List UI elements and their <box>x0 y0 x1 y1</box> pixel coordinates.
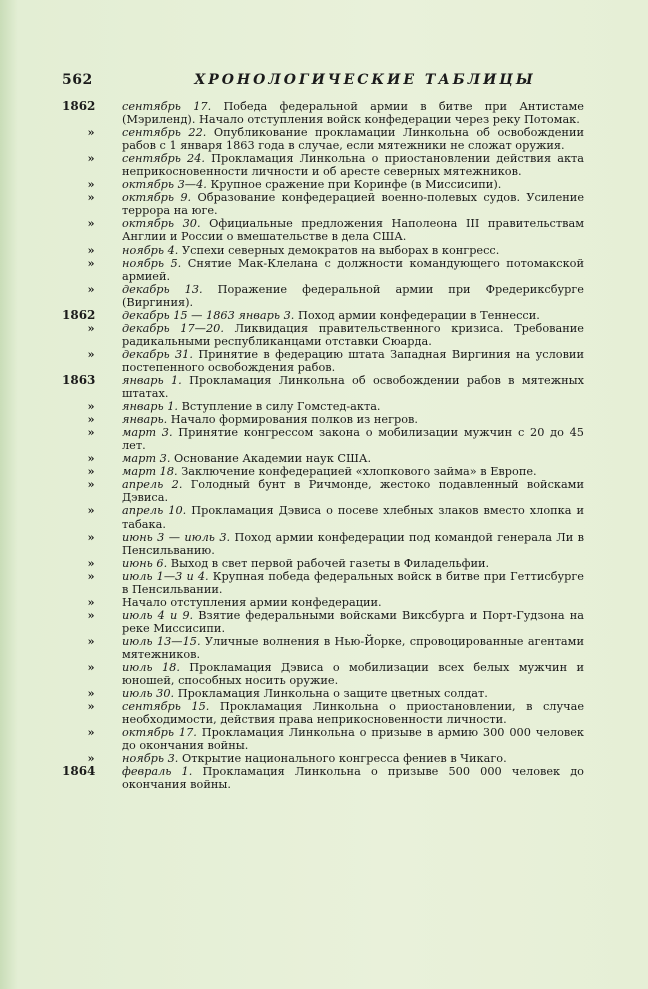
entry-date: март 18. <box>122 465 178 479</box>
entry-ditto-mark: » <box>87 477 95 492</box>
chronology-entry <box>62 596 584 609</box>
entry-date: сентябрь 22. <box>122 126 207 140</box>
chronology-entry <box>62 726 584 752</box>
entry-ditto-mark: » <box>87 177 95 192</box>
chronology-entry <box>62 244 584 257</box>
entry-date: июль 1—3 и 4. <box>122 569 209 583</box>
entry-ditto-mark: » <box>87 346 95 361</box>
entry-ditto-mark: » <box>87 125 95 140</box>
entry-ditto-mark: » <box>87 660 95 675</box>
entry-text: Крупное сражение при Коринфе (в Миссисипи). <box>206 178 502 192</box>
entry-date: апрель 10. <box>122 504 187 518</box>
entry-date: февраль 1. <box>122 765 193 779</box>
chronology-entry <box>62 609 584 635</box>
chronology-entry <box>62 178 584 191</box>
chronology-entry <box>62 661 584 687</box>
chronology-entry <box>62 687 584 700</box>
entry-date: июнь 3 — июль 3. <box>122 530 231 544</box>
entry-text: Снятие Мак-Клелана с должности командующего потомакской армией. <box>122 256 584 283</box>
entry-text: Поход армии конфедерации в Теннесси. <box>294 308 540 322</box>
entry-text: Поход армии конфедерации под командой генерала Ли в Пенсильванию. <box>122 530 584 557</box>
entry-date: июль 18. <box>122 661 180 675</box>
entry-text: Прокламация Линкольна о призыве в армию 300 000 человек до окончания войны. <box>122 726 584 753</box>
chronology-entry <box>62 531 584 557</box>
entry-date: октябрь 30. <box>122 217 201 231</box>
entry-text: Начало отступления армии конфедерации. <box>122 595 382 609</box>
entry-date: октябрь 3—4. <box>122 178 207 192</box>
chronology-entry <box>62 191 584 217</box>
entry-date: ноябрь 5. <box>122 256 182 270</box>
chronology-entry <box>62 217 584 243</box>
entry-ditto-mark: » <box>87 607 95 622</box>
entry-ditto-mark: » <box>87 699 95 714</box>
entry-text: Прокламация Линкольна об освобождении рабов в мятежных штатах. <box>122 373 584 401</box>
entry-ditto-mark: » <box>87 425 95 440</box>
running-head: ХРОНОЛОГИЧЕСКИЕ ТАБЛИЦЫ <box>194 72 536 88</box>
entry-date: июнь 6. <box>122 556 168 570</box>
entry-date: сентябрь 15. <box>122 700 210 714</box>
entry-text: Выход в свет первой рабочей газеты в Филадельфии. <box>167 556 490 570</box>
entry-date: октябрь 17. <box>122 726 197 740</box>
entry-ditto-mark: » <box>87 529 95 544</box>
entry-text: Начало формирования полков из негров. <box>167 413 418 427</box>
entry-date: декабрь 17—20. <box>122 321 224 335</box>
entry-date: октябрь 9. <box>122 191 192 205</box>
entry-text: Опубликование прокламации Линкольна об освобождении рабов с 1 января 1863 года в случае, если мятежники не сложат оружия. <box>122 126 584 153</box>
entry-text: Взятие федеральными войсками Виксбурга и Порт-Гудзона на реке Миссисипи. <box>122 608 584 635</box>
entry-text: Образование конфедерацией военно-полевых судов. Усиление террора на юге. <box>122 191 585 218</box>
entry-date: июль 4 и 9. <box>122 608 194 622</box>
entry-ditto-mark: » <box>87 412 95 427</box>
entry-text: Ликвидация правительственного кризиса. Требование радикальными республиканцами отставки Сюарда. <box>122 321 584 348</box>
entry-text: Прокламация Линкольна о приостановлении действия акта неприкосновенности личности и об аресте северных мятежников. <box>122 152 584 179</box>
entry-date: январь. <box>122 413 168 427</box>
entry-date: сентябрь 24. <box>122 152 206 166</box>
entry-text: Принятие в федерацию штата Западная Виргиния на условии постепенного освобождения рабов. <box>122 347 584 374</box>
entry-text: Открытие национального конгресса фениев в Чикаго. <box>178 752 507 766</box>
chronology-entry <box>62 126 584 152</box>
entry-text: Победа федеральной армии в битве при Антистаме (Мэриленд). Начало отступления войск конфедерации через реку Потомак. <box>122 100 584 127</box>
entry-ditto-mark: » <box>87 320 95 335</box>
entry-date: январь 1. <box>122 373 182 387</box>
entry-ditto-mark: » <box>87 725 95 740</box>
entry-text: Прокламация Линкольна о приостановлении, в случае необходимости, действия права неприкосновенности личности. <box>122 700 585 727</box>
entry-ditto-mark: » <box>87 255 95 270</box>
entry-date: декабрь 13. <box>122 282 203 296</box>
entry-year: 1862 <box>62 307 96 322</box>
entry-text: Успехи северных демократов на выборах в конгресс. <box>178 243 500 257</box>
entry-date: июль 30. <box>122 687 175 701</box>
chronology-entry <box>62 765 584 791</box>
chronology-entry <box>62 413 584 426</box>
entry-year: 1863 <box>62 372 96 387</box>
entry-text: Уличные волнения в Нью-Йорке, спровоцированные агентами мятежников. <box>122 634 584 661</box>
entry-ditto-mark: » <box>87 686 95 701</box>
entry-ditto-mark: » <box>87 451 95 466</box>
entry-ditto-mark: » <box>87 555 95 570</box>
entry-ditto-mark: » <box>87 464 95 479</box>
entry-text: Крупная победа федеральных войск в битве при Геттисбурге в Пенсильвании. <box>122 569 584 596</box>
entry-ditto-mark: » <box>87 568 95 583</box>
entry-text: Прокламация Линкольна о призыве 500 000 человек до окончания войны. <box>122 765 584 792</box>
entry-text: Принятие конгрессом закона о мобилизации мужчин с 20 до 45 лет. <box>122 426 584 453</box>
chronology-entry <box>62 426 584 452</box>
entry-text: Голодный бунт в Ричмонде, жестоко подавленный войсками Дэвиса. <box>122 478 585 505</box>
chronology-list <box>62 100 584 791</box>
chronology-entry <box>62 557 584 570</box>
chronology-entry <box>62 570 584 596</box>
entry-date: март 3. <box>122 426 173 440</box>
entry-ditto-mark: » <box>87 594 95 609</box>
entry-ditto-mark: » <box>87 633 95 648</box>
entry-ditto-mark: » <box>87 503 95 518</box>
chronology-entry <box>62 452 584 465</box>
entry-ditto-mark: » <box>87 216 95 231</box>
entry-ditto-mark: » <box>87 242 95 257</box>
chronology-entry <box>62 348 584 374</box>
chronology-entry <box>62 400 584 413</box>
entry-text: Официальные предложения Наполеона III правительствам Англии и России о вмешательстве в дела США. <box>122 217 584 244</box>
entry-ditto-mark: » <box>87 751 95 766</box>
entry-date: сентябрь 17. <box>122 100 212 113</box>
entry-year: 1864 <box>62 764 96 779</box>
chronology-entry <box>62 152 584 178</box>
entry-date: ноябрь 4. <box>122 243 179 257</box>
chronology-entry <box>62 100 584 126</box>
entry-text: Прокламация Линкольна о защите цветных солдат. <box>174 687 488 701</box>
entry-ditto-mark: » <box>87 190 95 205</box>
chronology-entry <box>62 374 584 400</box>
entry-text: Поражение федеральной армии при Фредериксбурге (Виргиния). <box>122 282 584 309</box>
chronology-entry <box>62 309 584 322</box>
entry-text: Заключение конфедерацией «хлопкового займа» в Европе. <box>177 465 537 479</box>
entry-date: март 3. <box>122 452 171 466</box>
entry-date: январь 1. <box>122 400 178 414</box>
entry-year: 1862 <box>62 99 96 113</box>
chronology-entry <box>62 700 584 726</box>
chronology-entry <box>62 283 584 309</box>
page-number: 562 <box>62 72 93 88</box>
chronology-entry <box>62 752 584 765</box>
entry-text: Прокламация Дэвиса о мобилизации всех белых мужчин и юношей, способных носить оружие. <box>122 661 585 688</box>
chronology-entry <box>62 322 584 348</box>
chronology-entry <box>62 635 584 661</box>
entry-ditto-mark: » <box>87 281 95 296</box>
entry-text: Вступление в силу Гомстед-акта. <box>177 400 381 414</box>
chronology-entry <box>62 465 584 478</box>
entry-ditto-mark: » <box>87 151 95 166</box>
entry-text: Прокламация Дэвиса о посеве хлебных злаков вместо хлопка и табака. <box>122 504 585 531</box>
entry-date: декабрь 15 — 1863 январь 3. <box>122 308 295 322</box>
entry-date: апрель 2. <box>122 478 183 492</box>
entry-ditto-mark: » <box>87 399 95 414</box>
chronology-entry <box>62 478 584 504</box>
entry-date: ноябрь 3. <box>122 752 179 766</box>
entry-date: июль 13—15. <box>122 634 201 648</box>
chronology-entry <box>62 257 584 283</box>
entry-date: декабрь 31. <box>122 347 193 361</box>
entry-text: Основание Академии наук США. <box>170 452 372 466</box>
chronology-entry <box>62 504 584 530</box>
